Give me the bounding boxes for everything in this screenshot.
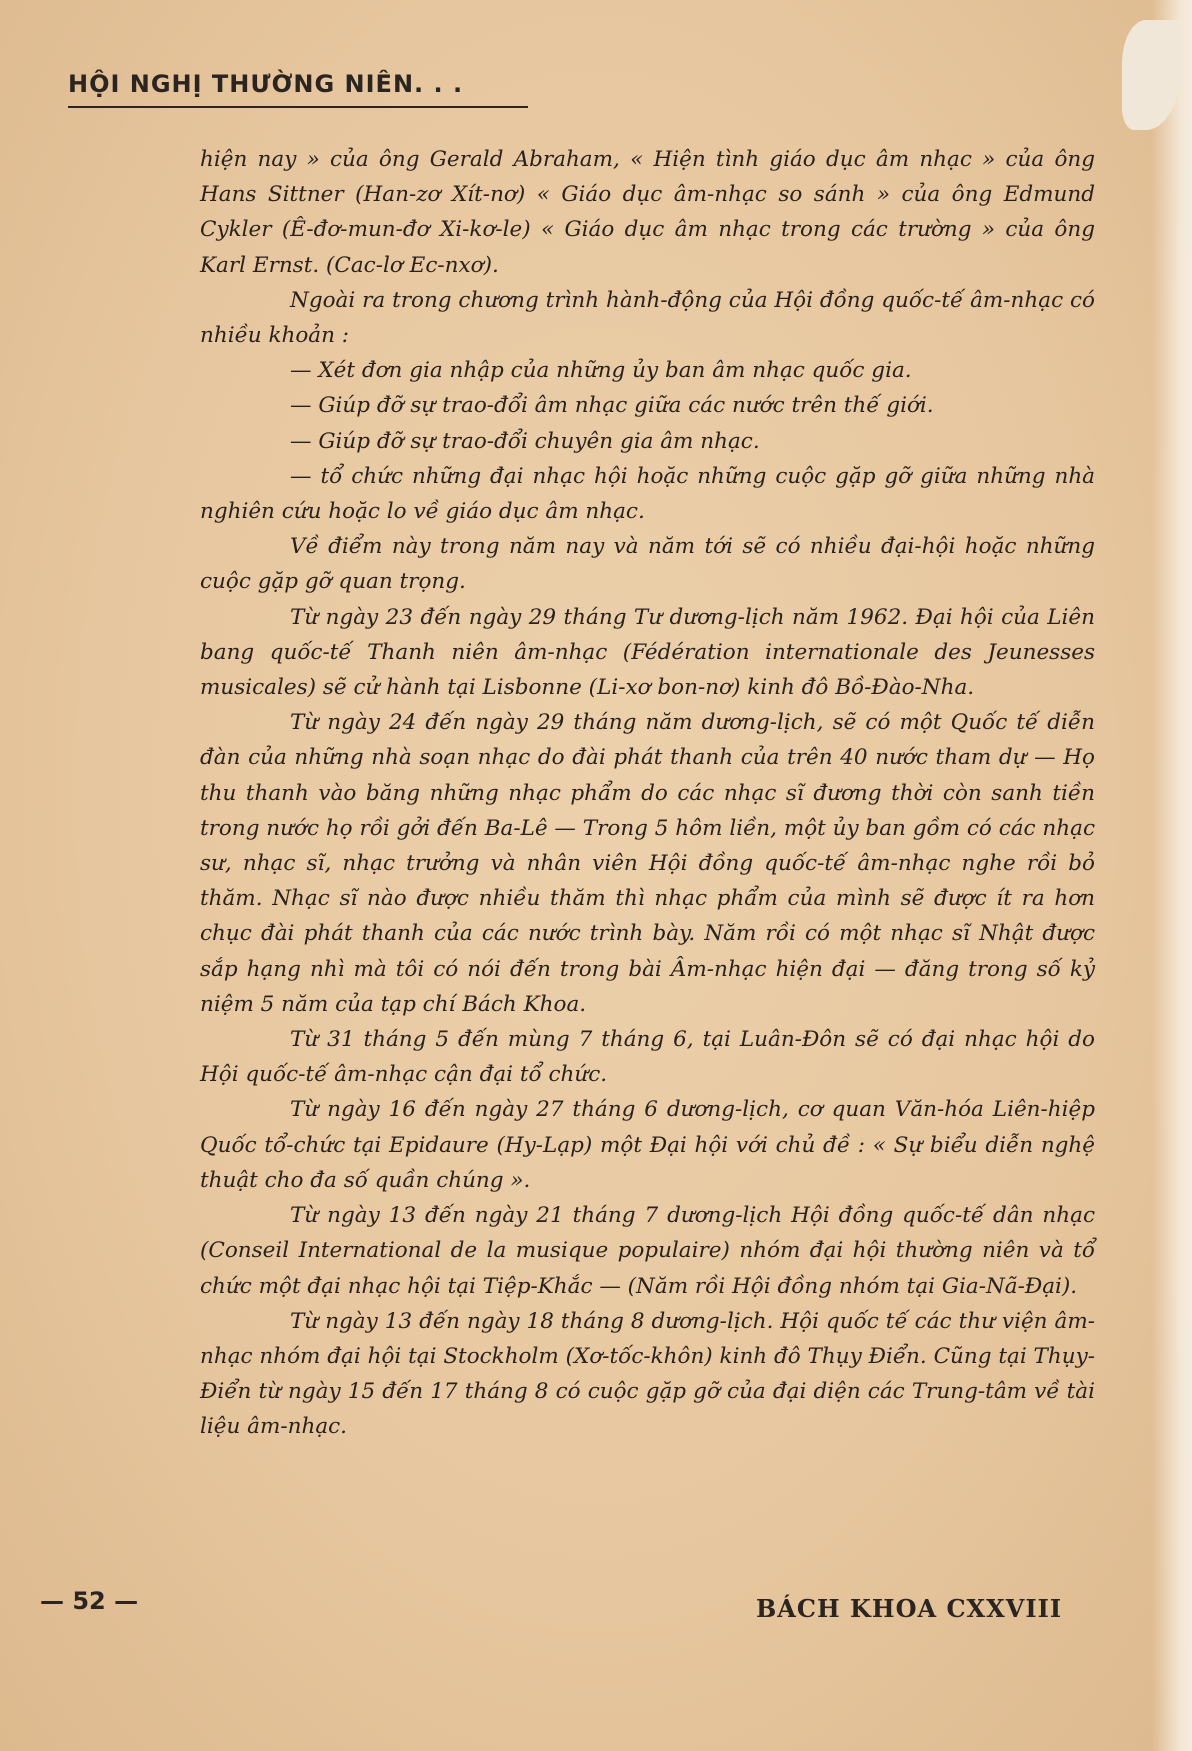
paragraph: Từ ngày 16 đến ngày 27 tháng 6 dương-lịch, cơ quan Văn-hóa Liên-hiệp Quốc tổ-chức tại Epidaure (Hy-Lạp) một Đại hội với chủ đề : « Sự biểu diễn nghệ thuật cho đa số quần chúng ». xyxy=(200,1097,1095,1193)
paragraph: Về điểm này trong năm nay và năm tới sẽ có nhiều đại-hội hoặc những cuộc gặp gỡ quan trọng. xyxy=(200,534,1095,595)
paragraph: Từ ngày 24 đến ngày 29 tháng năm dương-lịch, sẽ có một Quốc tế diễn đàn của những nhà soạn nhạc do đài phát thanh của trên 40 nước tham dự — Họ thu thanh vào băng những nhạc phẩm do các nhạc sĩ đương thời còn sanh tiền trong nước họ rồi gởi đến Ba-Lê — Trong 5 hôm liền, một ủy ban gồm có các nhạc sư, nhạc sĩ, nhạc trưởng và nhân viên Hội đồng quốc-tế âm-nhạc nghe rồi bỏ thăm. Nhạc sĩ nào được nhiều thăm thì nhạc phẩm của mình sẽ được ít ra hơn chục đài phát thanh của các nước trình bày. Năm rồi có một nhạc sĩ Nhật được sắp hạng nhì mà tôi có nói đến trong bài Âm-nhạc hiện đại — đăng trong số kỷ niệm 5 năm của tạp chí Bách Khoa. xyxy=(200,710,1095,1017)
paper-edge xyxy=(1152,0,1192,1751)
paragraph: hiện nay » của ông Gerald Abraham, « Hiện tình giáo dục âm nhạc » của ông Hans Sittner (Han-zơ Xít-nơ) « Giáo dục âm-nhạc so sánh » của ông Edmund Cykler (Ê-đơ-mun-đơ Xi-kơ-le) « Giáo dục âm nhạc trong các trường » của ông Karl Ernst. (Cac-lơ Ec-nxơ). xyxy=(200,147,1095,278)
running-header: HỘI NGHỊ THƯỜNG NIÊN. . . xyxy=(68,70,464,98)
paragraph: Từ 31 tháng 5 đến mùng 7 tháng 6, tại Luân-Đôn sẽ có đại nhạc hội do Hội quốc-tế âm-nhạc cận đại tổ chức. xyxy=(200,1027,1095,1088)
list-item: — tổ chức những đại nhạc hội hoặc những cuộc gặp gỡ giữa những nhà nghiên cứu hoặc lo về giáo dục âm nhạc. xyxy=(200,463,1095,525)
paragraph: Từ ngày 13 đến ngày 21 tháng 7 dương-lịch Hội đồng quốc-tế dân nhạc (Conseil International de la musique populaire) nhóm đại hội thường niên và tổ chức một đại nhạc hội tại Tiệp-Khắc — (Năm rồi Hội đồng nhóm tại Gia-Nã-Đại). xyxy=(200,1203,1095,1299)
paragraph: Từ ngày 23 đến ngày 29 tháng Tư dương-lịch năm 1962. Đại hội của Liên bang quốc-tế Thanh niên âm-nhạc (Fédération internationale des Jeunesses musicales) sẽ cử hành tại Lisbonne (Li-xơ bon-nơ) kinh đô Bồ-Đào-Nha. xyxy=(200,604,1095,701)
article-body xyxy=(200,142,1095,1445)
header-underline xyxy=(68,106,528,108)
list-item: — Xét đơn gia nhập của những ủy ban âm nhạc quốc gia. xyxy=(290,358,912,384)
page-number: — 52 — xyxy=(40,1587,139,1615)
list-item: — Giúp đỡ sự trao-đổi chuyên gia âm nhạc. xyxy=(290,428,760,454)
journal-title: BÁCH KHOA CXXVIII xyxy=(756,1594,1063,1623)
list-item: — Giúp đỡ sự trao-đổi âm nhạc giữa các nước trên thế giới. xyxy=(290,393,934,419)
paragraph: Ngoài ra trong chương trình hành-động của Hội đồng quốc-tế âm-nhạc có nhiều khoản : xyxy=(200,287,1095,349)
paragraph: Từ ngày 13 đến ngày 18 tháng 8 dương-lịch. Hội quốc tế các thư viện âm-nhạc nhóm đại hội tại Stockholm (Xơ-tốc-khôn) kinh đô Thụy Điển. Cũng tại Thụy-Điển từ ngày 15 đến 17 tháng 8 có cuộc gặp gỡ của đại diện các Trung-tâm về tài liệu âm-nhạc. xyxy=(200,1308,1095,1440)
